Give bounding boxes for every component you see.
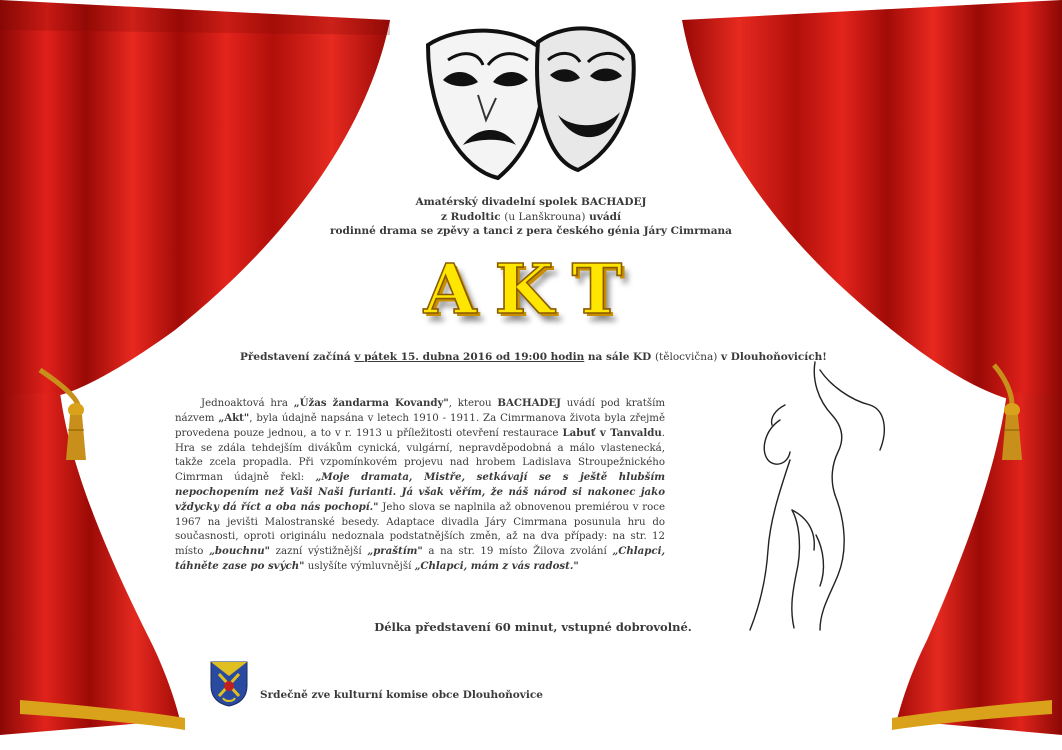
body-span: Labuť v Tanvaldu	[562, 427, 662, 440]
invitation-text: Srdečně zve kulturní komise obce Dlouhoňovice	[260, 689, 543, 701]
body-span: BACHADEJ	[497, 397, 561, 409]
intro-line-2-part-b: (u Lanškrouna)	[504, 210, 586, 223]
coat-of-arms-icon	[209, 660, 249, 707]
intro-line-2-part-c: uvádí	[585, 210, 621, 223]
body-span: Jednoaktová hra	[201, 398, 294, 409]
body-span: uslyšíte výmluvnější	[304, 561, 415, 573]
intro-line-1: Amatérský divadelní spolek BACHADEJ	[415, 196, 647, 208]
performance-part-a: Představení začíná	[240, 351, 355, 363]
body-span: zazní výstižnější	[269, 546, 368, 558]
body-span: a na str. 19 místo Žilova zvolání	[422, 546, 613, 558]
play-title: AKT	[423, 250, 641, 330]
intro-line-3: rodinné drama se zpěvy a tanci z pera českého génia Járy Cimrmana	[330, 225, 732, 237]
body-quote: „bouchnu"	[209, 545, 270, 558]
performance-part-e: v Dlouhoňovicích!	[717, 351, 827, 363]
description-paragraph	[175, 396, 665, 574]
performance-part-c: na sále KD	[584, 351, 655, 363]
body-span: , kterou	[448, 398, 498, 409]
duration-note: Délka představení 60 minut, vstupné dobrovolné.	[374, 620, 692, 634]
body-quote: „Moje dramata, Mistře, setkávají se s ještě hlubším nepochopením než Vaši Naši furianti. Já však věřím, že náš národ si nakonec jako vždycky dá říct a oba nás pochopí."	[175, 471, 665, 514]
left-curtain	[0, 0, 390, 750]
theatre-masks-icon	[418, 20, 640, 188]
body-span: „Úžas žandarma Kovandy"	[293, 397, 449, 409]
performance-date: v pátek 15. dubna 2016 od 19:00 hodin	[354, 351, 585, 363]
intro-text	[320, 195, 742, 239]
intro-line-2	[320, 210, 742, 225]
body-span: , byla údajně napsána v letech 1910 - 1911. Za Cimrmanova života byla zřejmě provedena pouze jednou, a to v r. 1913 u příležitosti otevření restaurace	[175, 413, 665, 440]
body-quote: „praštím"	[367, 545, 423, 558]
body-span: Jeho slova se naplnila až obnovenou premiérou v roce 1967 na jevišti Malostranské besedy. Adaptace divadla Járy Cimrmana posunula hru do současnosti, oproti originálu nedoznala podstatnějších změn, až na dva případy: na str. 12 místo	[175, 502, 665, 558]
body-quote: „Chlapci, mám z vás radost."	[414, 560, 579, 573]
body-span: „Akt"	[218, 412, 250, 425]
body-quote: „Chlapci, táhněte zase po svých"	[175, 545, 665, 573]
body-span: . Hra se zdála tehdejším divákům cynická, vulgární, nepravděpodobná a málo vlastenecká, takže zcela propadla. Při vzpomínkovém projevu nad hrobem Ladislava Stroupežnického Cimrman údajně řekl:	[175, 428, 665, 484]
performance-venue-note: (tělocvična)	[654, 351, 718, 363]
female-figure-sketch	[720, 360, 890, 635]
body-span: uvádí pod kratším názvem	[175, 398, 665, 425]
intro-line-2-part-a: z Rudoltic	[441, 210, 505, 223]
